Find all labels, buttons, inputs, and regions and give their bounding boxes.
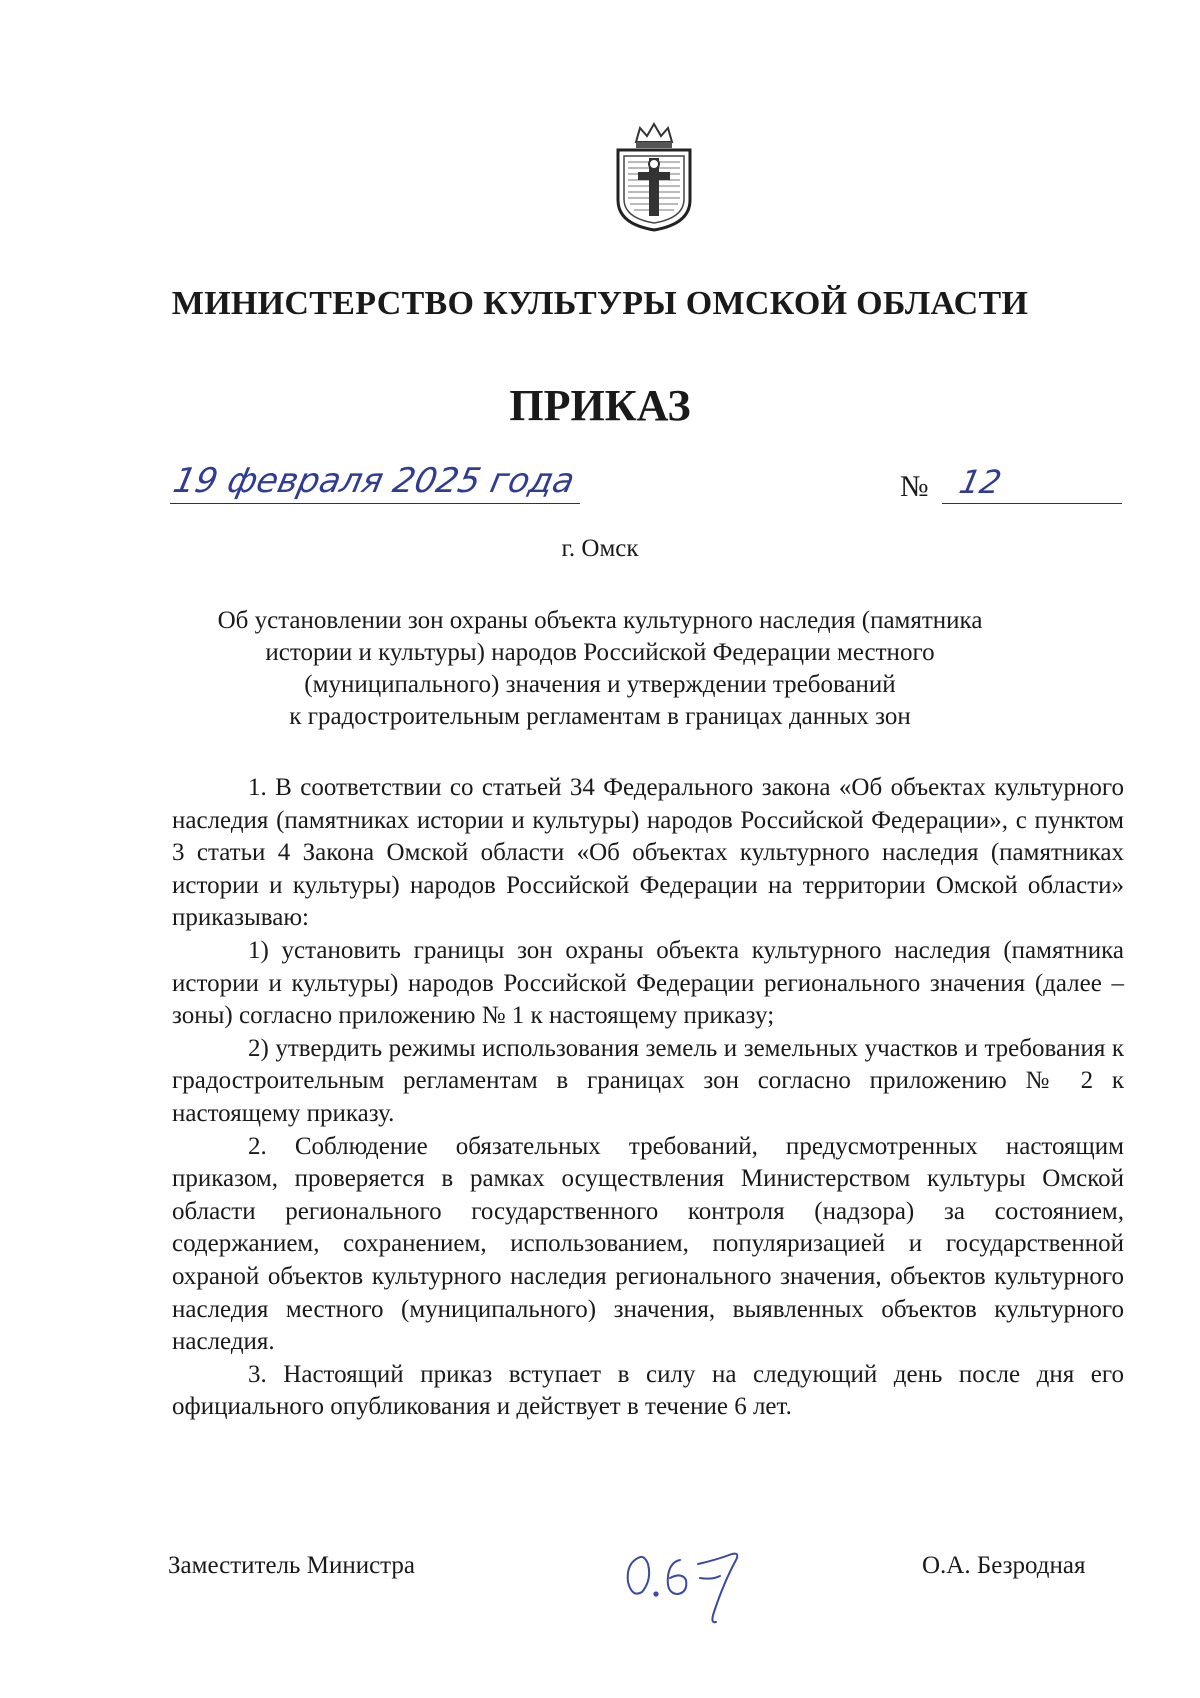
number-label: № xyxy=(900,470,929,503)
subclause-1-1: 1) установить границы зон охраны объекта культурного наследия (памятника истории и культуры) народов Российской Федерации регионального значения (далее – зоны) согласно приложению № 1 к настоящему приказу; xyxy=(172,936,1124,1030)
signatory-title: Заместитель Министра xyxy=(168,1552,415,1579)
signatory-name: О.А. Безродная xyxy=(922,1552,1086,1579)
document-type: ПРИКАЗ xyxy=(509,381,691,430)
ministry-title: МИНИСТЕРСТВО КУЛЬТУРЫ ОМСКОЙ ОБЛАСТИ xyxy=(171,285,1029,322)
order-body xyxy=(172,772,1124,1424)
subclause-1-2: 2) утвердить режимы использования земель и земельных участков и требования к градостроительным регламентам в границах зон согласно приложению № 2 к настоящему приказу. xyxy=(172,1034,1124,1127)
clause-1: 1. В соответствии со статьей 34 Федерального закона «Об объектах культурного наследия (памятниках истории и культуры) народов Российской Федерации», с пунктом 3 статьи 4 Закона Омской области «Об объектах культурного наследия (памятниках истории и культуры) народов Российской Федерации на территории Омской области» приказываю: xyxy=(172,774,1124,932)
coat-of-arms-icon xyxy=(614,120,694,232)
date-field xyxy=(170,463,580,504)
number-field xyxy=(942,463,1122,504)
order-subject xyxy=(180,605,1020,733)
handwritten-number: 12 xyxy=(955,463,1005,501)
subject-line: Об установлении зон охраны объекта культурного наследия (памятника xyxy=(217,607,983,634)
handwritten-signature xyxy=(620,1520,770,1630)
subject-line: истории и культуры) народов Российской Федерации местного xyxy=(265,639,935,666)
subject-line: к градостроительным регламентам в границах данных зон xyxy=(289,703,911,730)
subject-line: (муниципального) значения и утверждении требований xyxy=(304,671,896,698)
handwritten-date: 19 февраля 2025 года xyxy=(169,461,579,501)
clause-2: 2. Соблюдение обязательных требований, предусмотренных настоящим приказом, проверяется в рамках осуществления Министерством культуры Омской области регионального государственного контроля (надзора) за состоянием, содержанием, сохранением, использованием, популяризацией и государственной охраной объектов культурного наследия регионального значения, объектов культурного наследия местного (муниципального) значения, выявленных объектов культурного наследия. xyxy=(172,1132,1124,1356)
clause-3: 3. Настоящий приказ вступает в силу на следующий день после дня его официального опубликования и действует в течение 6 лет. xyxy=(172,1360,1124,1421)
city: г. Омск xyxy=(561,535,639,562)
